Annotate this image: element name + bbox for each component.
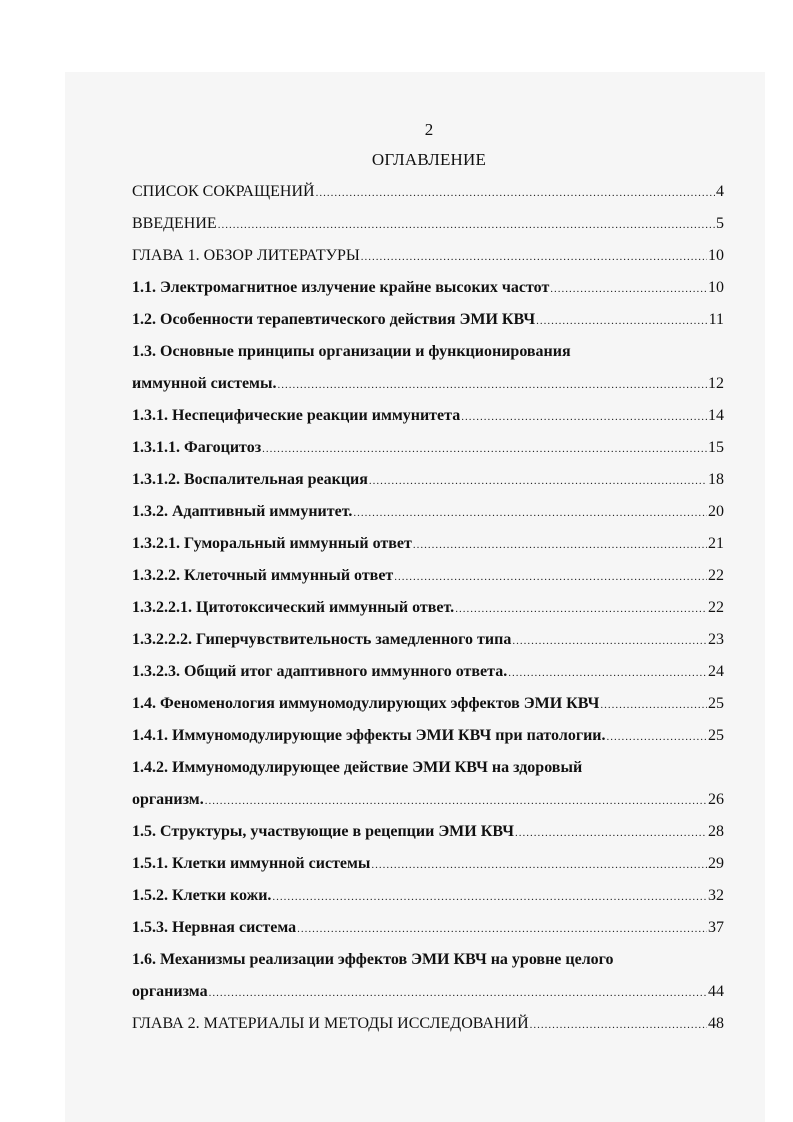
- toc-entry-page: 18: [708, 471, 724, 488]
- toc-entry-label: 1.3.2.2. Клеточный иммунный ответ: [132, 567, 394, 584]
- toc-entry-label: 1.4.1. Иммуномодулирующие эффекты ЭМИ КВЧ при патологии.: [132, 727, 606, 744]
- toc-entry[interactable]: [132, 816, 724, 848]
- toc-entry-label: 1.3.2.3. Общий итог адаптивного иммунного ответа.: [132, 663, 508, 680]
- toc-leader-dots: [262, 433, 707, 465]
- toc-leader-dots: [600, 689, 707, 721]
- toc-entry-page: 22: [708, 599, 724, 616]
- toc-entry-label: 1.4. Феноменология иммуномодулирующих эффектов ЭМИ КВЧ: [132, 695, 600, 712]
- toc-entry-label: 1.3. Основные принципы организации и функционирования: [132, 343, 571, 360]
- toc-entry-first-line[interactable]: [132, 752, 724, 784]
- toc-leader-dots: [277, 369, 707, 401]
- toc-entry-label: 1.5.3. Нервная система: [132, 919, 297, 936]
- toc-entry[interactable]: [132, 176, 724, 208]
- toc-entry-page: 15: [708, 439, 724, 456]
- toc-title: ОГЛАВЛЕНИЕ: [371, 150, 487, 169]
- toc-entry-page: 37: [708, 919, 724, 936]
- toc-entry[interactable]: [132, 848, 724, 880]
- toc-entry-page: 24: [708, 663, 724, 680]
- toc-entry[interactable]: [132, 432, 724, 464]
- toc-entry[interactable]: [132, 656, 724, 688]
- toc-entry-page: 5: [716, 215, 724, 232]
- toc-entry-page: 14: [708, 407, 724, 424]
- toc-leader-dots: [272, 881, 707, 913]
- toc-entry[interactable]: [132, 400, 724, 432]
- toc-entry-page: 10: [708, 247, 724, 264]
- toc-entry-first-line[interactable]: [132, 944, 724, 976]
- table-of-contents: [132, 176, 724, 1040]
- toc-entry-label: 1.3.1.2. Воспалительная реакция: [132, 471, 368, 488]
- toc-entry-label: СПИСОК СОКРАЩЕНИЙ: [132, 183, 315, 200]
- toc-entry-label: 1.5.2. Клетки кожи.: [132, 887, 272, 904]
- toc-entry-label: иммунной системы.: [132, 375, 277, 392]
- toc-entry[interactable]: [132, 496, 724, 528]
- toc-entry-page: 28: [708, 823, 724, 840]
- toc-entry-label: 1.3.2.2.2. Гиперчувствительность замедленного типа: [132, 631, 512, 648]
- toc-entry-label: 1.6. Механизмы реализации эффектов ЭМИ КВЧ на уровне целого: [132, 951, 614, 968]
- toc-leader-dots: [361, 241, 707, 273]
- toc-entry-page: 32: [708, 887, 724, 904]
- toc-entry[interactable]: [132, 880, 724, 912]
- toc-entry-first-line[interactable]: [132, 336, 724, 368]
- page-number: 2: [424, 120, 434, 139]
- toc-entry-label: ГЛАВА 1. ОБЗОР ЛИТЕРАТУРЫ: [132, 247, 360, 264]
- toc-leader-dots: [512, 625, 707, 657]
- toc-entry[interactable]: [132, 592, 724, 624]
- toc-entry-page: 22: [708, 567, 724, 584]
- toc-leader-dots: [550, 273, 707, 305]
- toc-entry-label: 1.1. Электромагнитное излучение крайне высоких частот: [132, 279, 550, 296]
- toc-entry-page: 44: [708, 983, 724, 1000]
- toc-entry[interactable]: [132, 912, 724, 944]
- toc-entry-label: 1.3.1.1. Фагоцитоз: [132, 439, 262, 456]
- toc-leader-dots: [508, 657, 707, 689]
- toc-entry-label: 1.2. Особенности терапевтического действия ЭМИ КВЧ: [132, 311, 536, 328]
- toc-entry-page: 26: [708, 791, 724, 808]
- toc-entry-label: 1.4.2. Иммуномодулирующее действие ЭМИ КВЧ на здоровый: [132, 759, 583, 776]
- toc-entry-label: ГЛАВА 2. МАТЕРИАЛЫ И МЕТОДЫ ИССЛЕДОВАНИЙ: [132, 1015, 529, 1032]
- toc-entry-label: организм.: [132, 791, 204, 808]
- toc-leader-dots: [218, 209, 715, 241]
- toc-entry-page: 23: [708, 631, 724, 648]
- toc-leader-dots: [461, 401, 707, 433]
- toc-entry-label: ВВЕДЕНИЕ: [132, 215, 217, 232]
- toc-entry[interactable]: [132, 528, 724, 560]
- toc-leader-dots: [353, 497, 707, 529]
- toc-entry[interactable]: [132, 784, 724, 816]
- toc-entry[interactable]: [132, 304, 724, 336]
- toc-entry-page: 48: [708, 1015, 724, 1032]
- toc-entry-page: 12: [708, 375, 724, 392]
- toc-entry[interactable]: [132, 1008, 724, 1040]
- toc-leader-dots: [515, 817, 707, 849]
- toc-leader-dots: [413, 529, 707, 561]
- toc-leader-dots: [371, 849, 707, 881]
- toc-entry-page: 21: [708, 535, 724, 552]
- toc-entry-page: 20: [708, 503, 724, 520]
- toc-entry[interactable]: [132, 976, 724, 1008]
- toc-entry[interactable]: [132, 720, 724, 752]
- toc-entry-label: 1.3.2.1. Гуморальный иммунный ответ: [132, 535, 412, 552]
- toc-entry[interactable]: [132, 560, 724, 592]
- toc-leader-dots: [536, 305, 707, 337]
- toc-leader-dots: [530, 1009, 707, 1041]
- toc-entry-page: 4: [716, 183, 724, 200]
- toc-leader-dots: [394, 561, 707, 593]
- toc-entry-page: 29: [708, 855, 724, 872]
- toc-leader-dots: [607, 721, 707, 753]
- toc-entry-page: 11: [708, 311, 724, 328]
- toc-entry-label: организма: [132, 983, 208, 1000]
- toc-leader-dots: [369, 465, 707, 497]
- toc-entry[interactable]: [132, 368, 724, 400]
- toc-leader-dots: [455, 593, 707, 625]
- toc-leader-dots: [316, 177, 715, 209]
- toc-entry-label: 1.5. Структуры, участвующие в рецепции ЭМИ КВЧ: [132, 823, 514, 840]
- toc-entry-label: 1.3.2. Адаптивный иммунитет.: [132, 503, 353, 520]
- toc-entry[interactable]: [132, 464, 724, 496]
- toc-leader-dots: [205, 785, 707, 817]
- toc-entry[interactable]: [132, 208, 724, 240]
- toc-entry[interactable]: [132, 272, 724, 304]
- toc-entry[interactable]: [132, 240, 724, 272]
- toc-entry-label: 1.3.2.2.1. Цитотоксический иммунный ответ.: [132, 599, 455, 616]
- toc-leader-dots: [297, 913, 707, 945]
- toc-entry-label: 1.3.1. Неспецифические реакции иммунитета: [132, 407, 461, 424]
- toc-leader-dots: [209, 977, 707, 1009]
- toc-entry[interactable]: [132, 688, 724, 720]
- toc-entry[interactable]: [132, 624, 724, 656]
- toc-entry-label: 1.5.1. Клетки иммунной системы: [132, 855, 371, 872]
- toc-entry-page: 25: [708, 727, 724, 744]
- toc-entry-page: 25: [708, 695, 724, 712]
- toc-entry-page: 10: [708, 279, 724, 296]
